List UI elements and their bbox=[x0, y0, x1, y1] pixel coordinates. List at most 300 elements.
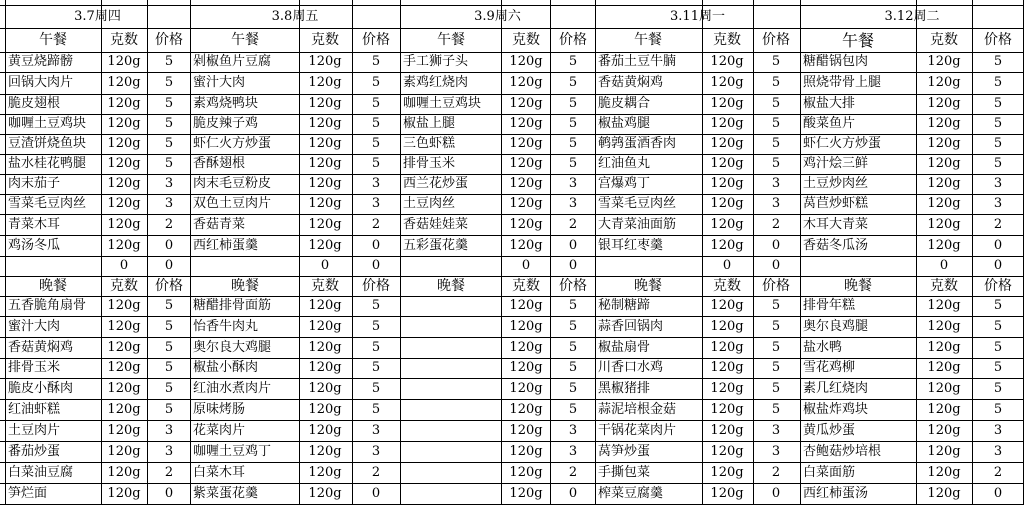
dish-name: 奥尔良大鸡腿 bbox=[193, 339, 272, 355]
dinner-label: 晚餐 bbox=[634, 278, 662, 294]
dish-grams: 120g bbox=[308, 464, 342, 480]
grid-row-line bbox=[0, 420, 1024, 421]
dish-grams: 120g bbox=[509, 176, 543, 191]
dish-name: 黄瓜炒蛋 bbox=[803, 422, 856, 438]
dish-grams: 120g bbox=[107, 401, 141, 417]
dish-grams: 120g bbox=[710, 380, 744, 396]
dish-grams: 120g bbox=[509, 54, 543, 69]
dish-grams: 120g bbox=[107, 443, 141, 459]
dish-name: 蒜泥培根金菇 bbox=[598, 401, 677, 417]
dish-price: 5 bbox=[993, 75, 1003, 90]
dish-name: 大青菜油面筋 bbox=[598, 216, 677, 232]
dish-price: 5 bbox=[164, 116, 174, 131]
dish-grams: 120g bbox=[927, 75, 961, 90]
dinner-label: 晚餐 bbox=[844, 278, 872, 294]
dish-name: 奥尔良鸡腿 bbox=[803, 318, 869, 334]
dish-price: 0 bbox=[371, 486, 381, 501]
dish-price: 0 bbox=[164, 237, 174, 253]
dish-name: 白菜油豆腐 bbox=[8, 464, 74, 480]
dish-price: 5 bbox=[568, 156, 578, 171]
dish-grams: 120g bbox=[927, 380, 961, 396]
dish-grams: 120g bbox=[710, 486, 744, 501]
price-label: 价格 bbox=[762, 278, 790, 294]
dish-name: 木耳大青菜 bbox=[803, 216, 869, 232]
dish-name: 土豆肉丝 bbox=[403, 196, 456, 211]
dish-price: 5 bbox=[164, 401, 174, 417]
grams-label: 克数 bbox=[311, 278, 339, 294]
dish-grams: 120g bbox=[107, 464, 141, 480]
dish-grams: 120g bbox=[710, 54, 744, 69]
dish-name: 蜜汁大肉 bbox=[8, 318, 61, 334]
dish-name: 川香口水鸡 bbox=[598, 360, 664, 375]
dish-name: 西红柿蛋汤 bbox=[803, 486, 869, 501]
dish-price: 5 bbox=[993, 54, 1003, 69]
dish-name: 手撕包菜 bbox=[598, 464, 651, 480]
dish-name: 土豆肉片 bbox=[8, 422, 61, 438]
dish-grams: 120g bbox=[308, 298, 342, 313]
dish-grams: 120g bbox=[308, 443, 342, 459]
dish-name: 鸡汁烩三鲜 bbox=[803, 156, 869, 171]
dish-grams: 120g bbox=[710, 216, 744, 232]
dish-price: 3 bbox=[993, 196, 1003, 211]
dish-grams: 120g bbox=[710, 360, 744, 375]
dish-price: 5 bbox=[568, 136, 578, 151]
dish-grams: 120g bbox=[308, 216, 342, 232]
dish-price: 5 bbox=[568, 75, 578, 90]
grid-row-line bbox=[0, 256, 1024, 257]
price-label: 价格 bbox=[362, 32, 390, 48]
dish-name: 香菇青菜 bbox=[193, 216, 246, 232]
dish-price: 5 bbox=[371, 116, 381, 131]
dish-name: 椒盐鸡腿 bbox=[598, 116, 651, 131]
dish-grams: 120g bbox=[927, 136, 961, 151]
dish-price: 2 bbox=[771, 464, 781, 480]
dish-name: 椒盐炸鸡块 bbox=[803, 401, 869, 417]
dish-price: 5 bbox=[771, 54, 781, 69]
dish-grams: 120g bbox=[509, 136, 543, 151]
dish-price: 5 bbox=[568, 116, 578, 131]
dish-price: 0 bbox=[371, 258, 381, 273]
dish-price: 0 bbox=[771, 486, 781, 501]
dish-grams: 120g bbox=[927, 464, 961, 480]
dish-name: 鹌鹑蛋酒香肉 bbox=[598, 136, 677, 151]
grid-col-line bbox=[5, 0, 6, 505]
dish-name: 蜜汁大肉 bbox=[193, 75, 246, 90]
dish-price: 5 bbox=[164, 75, 174, 90]
day-header: 3.9周六 bbox=[474, 8, 521, 24]
dinner-label: 晚餐 bbox=[231, 278, 259, 294]
dish-grams: 120g bbox=[509, 75, 543, 90]
dish-grams: 120g bbox=[927, 216, 961, 232]
dish-name: 莴苣炒虾糕 bbox=[803, 196, 869, 211]
dish-grams: 120g bbox=[509, 401, 543, 417]
dish-name: 素鸡红烧肉 bbox=[403, 75, 469, 90]
grid-col-line bbox=[299, 0, 300, 505]
dish-grams: 120g bbox=[308, 196, 342, 211]
dish-name: 红油水煮肉片 bbox=[193, 380, 272, 396]
dish-price: 0 bbox=[771, 237, 781, 253]
grid-row-line bbox=[0, 134, 1024, 135]
grid-col-line bbox=[595, 0, 596, 505]
dish-grams: 120g bbox=[107, 116, 141, 131]
dish-price: 5 bbox=[993, 136, 1003, 151]
dish-price: 2 bbox=[568, 464, 578, 480]
price-label: 价格 bbox=[155, 32, 183, 48]
dish-price: 3 bbox=[164, 176, 174, 191]
dish-name: 豆渣饼烧鱼块 bbox=[8, 136, 87, 151]
dish-grams: 120g bbox=[710, 176, 744, 191]
grid-col-line bbox=[501, 0, 502, 505]
dish-price: 3 bbox=[993, 443, 1003, 459]
dish-grams: 120g bbox=[107, 196, 141, 211]
dish-name: 照烧带骨上腿 bbox=[803, 75, 882, 90]
dinner-label: 晚餐 bbox=[437, 278, 465, 294]
dish-name: 香菇娃娃菜 bbox=[403, 216, 469, 232]
dish-price: 0 bbox=[568, 237, 578, 253]
dish-name: 肉末毛豆粉皮 bbox=[193, 176, 272, 191]
dish-name: 原味烤肠 bbox=[193, 401, 246, 417]
dish-grams: 120g bbox=[107, 318, 141, 334]
dish-price: 3 bbox=[164, 196, 174, 211]
dish-price: 0 bbox=[771, 258, 781, 273]
dish-grams: 120g bbox=[509, 422, 543, 438]
dish-price: 5 bbox=[771, 96, 781, 111]
dish-name: 回锅大肉片 bbox=[8, 75, 74, 90]
dish-price: 5 bbox=[771, 136, 781, 151]
dish-price: 5 bbox=[771, 298, 781, 313]
dish-name: 银耳红枣羹 bbox=[598, 237, 664, 253]
dish-grams: 120g bbox=[107, 75, 141, 90]
dish-grams: 120g bbox=[308, 75, 342, 90]
dish-grams: 120g bbox=[710, 443, 744, 459]
dish-name: 酸菜鱼片 bbox=[803, 116, 856, 131]
dish-name: 番茄炒蛋 bbox=[8, 443, 61, 459]
grid-row-line bbox=[0, 483, 1024, 484]
dish-name: 脆皮耦合 bbox=[598, 96, 651, 111]
dish-price: 5 bbox=[164, 156, 174, 171]
dish-grams: 120g bbox=[308, 156, 342, 171]
dish-price: 3 bbox=[371, 176, 381, 191]
grid-row-line bbox=[0, 462, 1024, 463]
dish-grams: 120g bbox=[308, 339, 342, 355]
dish-price: 5 bbox=[371, 380, 381, 396]
dish-price: 5 bbox=[568, 54, 578, 69]
dish-name: 五彩蛋花羹 bbox=[403, 237, 469, 253]
price-label: 价格 bbox=[559, 278, 587, 294]
dish-grams: 120g bbox=[509, 380, 543, 396]
grid-row-line bbox=[0, 441, 1024, 442]
day-header: 3.11周一 bbox=[670, 8, 725, 24]
dish-grams: 120g bbox=[509, 464, 543, 480]
dish-grams: 120g bbox=[927, 237, 961, 253]
dish-name: 盐水桂花鸭腿 bbox=[8, 156, 87, 171]
dish-grams: 120g bbox=[107, 360, 141, 375]
dish-grams: 0 bbox=[320, 258, 330, 273]
dish-name: 剁椒鱼片豆腐 bbox=[193, 54, 272, 69]
dish-price: 2 bbox=[568, 216, 578, 232]
grams-label: 克数 bbox=[311, 32, 339, 48]
grid-row-line bbox=[0, 276, 1024, 277]
dish-price: 5 bbox=[371, 401, 381, 417]
grams-label: 克数 bbox=[512, 32, 540, 48]
dish-name: 鸡汤冬瓜 bbox=[8, 237, 61, 253]
lunch-label: 午餐 bbox=[437, 32, 465, 48]
dish-price: 5 bbox=[371, 136, 381, 151]
dish-price: 5 bbox=[568, 318, 578, 334]
dish-name: 椒盐大排 bbox=[803, 96, 856, 111]
dish-grams: 120g bbox=[710, 339, 744, 355]
dish-price: 0 bbox=[371, 237, 381, 253]
dish-price: 2 bbox=[993, 464, 1003, 480]
day-header: 3.7周四 bbox=[74, 8, 121, 24]
grid-col-line bbox=[190, 0, 191, 505]
dish-name: 西红柿蛋羹 bbox=[193, 237, 259, 253]
dish-grams: 120g bbox=[710, 136, 744, 151]
dish-name: 椒盐上腿 bbox=[403, 116, 456, 131]
dish-grams: 120g bbox=[509, 116, 543, 131]
dish-price: 5 bbox=[164, 96, 174, 111]
dish-name: 白菜木耳 bbox=[193, 464, 246, 480]
dish-grams: 120g bbox=[509, 96, 543, 111]
dish-price: 3 bbox=[993, 176, 1003, 191]
dish-grams: 120g bbox=[927, 360, 961, 375]
dish-name: 盐水鸭 bbox=[803, 339, 843, 355]
dish-name: 素鸡烧鸭块 bbox=[193, 96, 259, 111]
dish-name: 秘制糖蹄 bbox=[598, 298, 651, 313]
lunch-label: 午餐 bbox=[841, 31, 875, 50]
dish-grams: 120g bbox=[107, 156, 141, 171]
grid-col-line bbox=[916, 0, 917, 505]
dish-grams: 120g bbox=[509, 360, 543, 375]
dish-grams: 120g bbox=[927, 156, 961, 171]
dish-grams: 120g bbox=[509, 443, 543, 459]
dish-price: 3 bbox=[371, 196, 381, 211]
dish-price: 5 bbox=[993, 318, 1003, 334]
dish-price: 3 bbox=[371, 443, 381, 459]
dish-grams: 120g bbox=[308, 54, 342, 69]
dish-grams: 120g bbox=[308, 422, 342, 438]
dish-grams: 120g bbox=[927, 196, 961, 211]
dish-grams: 120g bbox=[107, 422, 141, 438]
dish-price: 5 bbox=[568, 96, 578, 111]
dish-name: 双色土豆肉片 bbox=[193, 196, 272, 211]
dinner-label: 晚餐 bbox=[39, 278, 67, 294]
grid-row-line bbox=[0, 235, 1024, 236]
dish-price: 5 bbox=[993, 96, 1003, 111]
grid-col-line bbox=[352, 0, 353, 505]
grid-col-line bbox=[800, 0, 801, 505]
dish-name: 怡香牛肉丸 bbox=[193, 318, 259, 334]
grams-label: 克数 bbox=[713, 32, 741, 48]
dish-grams: 120g bbox=[509, 339, 543, 355]
dish-grams: 0 bbox=[939, 258, 949, 273]
dish-price: 0 bbox=[164, 486, 174, 501]
dish-price: 2 bbox=[164, 216, 174, 232]
dish-price: 3 bbox=[371, 422, 381, 438]
dish-name: 排骨年糕 bbox=[803, 298, 856, 313]
dish-grams: 120g bbox=[927, 422, 961, 438]
dish-name: 脆皮翅根 bbox=[8, 96, 61, 111]
grid-col-line bbox=[702, 0, 703, 505]
dish-name: 雪菜毛豆肉丝 bbox=[598, 196, 677, 211]
dish-price: 0 bbox=[993, 237, 1003, 253]
dish-grams: 120g bbox=[308, 486, 342, 501]
dish-grams: 120g bbox=[927, 176, 961, 191]
grid-col-line bbox=[147, 0, 148, 505]
dish-price: 5 bbox=[771, 339, 781, 355]
dish-grams: 120g bbox=[710, 156, 744, 171]
dish-grams: 120g bbox=[710, 422, 744, 438]
dish-price: 5 bbox=[371, 75, 381, 90]
dish-name: 肉末茄子 bbox=[8, 176, 61, 191]
dish-name: 番茄土豆牛腩 bbox=[598, 54, 677, 69]
grid-row-line bbox=[0, 296, 1024, 297]
dish-price: 5 bbox=[164, 318, 174, 334]
dish-grams: 120g bbox=[107, 136, 141, 151]
price-label: 价格 bbox=[762, 32, 790, 48]
dish-grams: 120g bbox=[710, 116, 744, 131]
dish-price: 5 bbox=[771, 380, 781, 396]
grams-label: 克数 bbox=[713, 278, 741, 294]
dish-grams: 120g bbox=[308, 380, 342, 396]
grid-row-line bbox=[0, 28, 1024, 29]
dish-price: 5 bbox=[164, 360, 174, 375]
dish-grams: 120g bbox=[308, 360, 342, 375]
dish-name: 虾仁火方炒蛋 bbox=[803, 136, 882, 151]
day-header: 3.12周二 bbox=[884, 8, 940, 24]
dish-name: 榨菜豆腐羹 bbox=[598, 486, 664, 501]
dish-name: 黑椒猪排 bbox=[598, 380, 651, 396]
grid-col-line bbox=[101, 0, 102, 505]
dish-grams: 120g bbox=[308, 318, 342, 334]
dish-grams: 120g bbox=[308, 176, 342, 191]
dish-price: 5 bbox=[568, 360, 578, 375]
dish-grams: 120g bbox=[107, 216, 141, 232]
dish-price: 5 bbox=[771, 75, 781, 90]
grid-col-line bbox=[550, 0, 551, 505]
dish-price: 5 bbox=[993, 339, 1003, 355]
lunch-label: 午餐 bbox=[231, 32, 259, 48]
dish-name: 黄豆烧蹄髈 bbox=[8, 54, 74, 69]
dish-name: 咖喱土豆鸡块 bbox=[403, 96, 482, 111]
dish-name: 红油鱼丸 bbox=[598, 156, 651, 171]
dish-grams: 120g bbox=[710, 401, 744, 417]
dish-name: 雪花鸡柳 bbox=[803, 360, 856, 375]
grams-label: 克数 bbox=[512, 278, 540, 294]
dish-price: 2 bbox=[993, 216, 1003, 232]
dish-price: 2 bbox=[371, 216, 381, 232]
dish-name: 糖醋锅包肉 bbox=[803, 54, 869, 69]
dish-grams: 120g bbox=[308, 401, 342, 417]
grid-row-line bbox=[0, 114, 1024, 115]
dish-price: 3 bbox=[771, 422, 781, 438]
dish-grams: 120g bbox=[927, 401, 961, 417]
dish-name: 蒜香回锅肉 bbox=[598, 318, 664, 334]
dish-price: 0 bbox=[993, 258, 1003, 273]
dish-name: 笋烂面 bbox=[8, 486, 48, 501]
dish-name: 青菜木耳 bbox=[8, 216, 61, 232]
dish-price: 3 bbox=[993, 422, 1003, 438]
grams-label: 克数 bbox=[110, 278, 138, 294]
grid-row-line bbox=[0, 358, 1024, 359]
grid-row-line bbox=[0, 378, 1024, 379]
dish-price: 5 bbox=[371, 318, 381, 334]
dish-price: 2 bbox=[371, 464, 381, 480]
grid-row-line bbox=[0, 5, 1024, 6]
dish-price: 5 bbox=[164, 380, 174, 396]
dish-price: 5 bbox=[568, 339, 578, 355]
dish-price: 3 bbox=[771, 176, 781, 191]
price-label: 价格 bbox=[155, 278, 183, 294]
grid-row-line bbox=[0, 94, 1024, 95]
dish-price: 5 bbox=[993, 401, 1003, 417]
dish-price: 5 bbox=[993, 298, 1003, 313]
grid-col-line bbox=[753, 0, 754, 505]
lunch-label: 午餐 bbox=[39, 32, 67, 48]
dish-grams: 120g bbox=[927, 96, 961, 111]
dish-grams: 0 bbox=[521, 258, 531, 273]
grid-row-line bbox=[0, 174, 1024, 175]
dish-grams: 120g bbox=[308, 96, 342, 111]
dish-price: 5 bbox=[993, 116, 1003, 131]
day-header: 3.8周五 bbox=[271, 8, 319, 24]
dish-name: 虾仁火方炒蛋 bbox=[193, 136, 272, 151]
dish-grams: 120g bbox=[927, 318, 961, 334]
dish-price: 5 bbox=[371, 298, 381, 313]
dish-price: 5 bbox=[568, 401, 578, 417]
dish-grams: 120g bbox=[509, 486, 543, 501]
dish-grams: 120g bbox=[107, 237, 141, 253]
dish-grams: 120g bbox=[107, 298, 141, 313]
dish-price: 5 bbox=[164, 298, 174, 313]
dish-price: 0 bbox=[164, 258, 174, 273]
grams-label: 克数 bbox=[930, 278, 958, 294]
dish-price: 5 bbox=[164, 54, 174, 69]
grid-row-line bbox=[0, 52, 1024, 53]
grid-col-line bbox=[972, 0, 973, 505]
grid-row-line bbox=[0, 316, 1024, 317]
dish-price: 3 bbox=[164, 422, 174, 438]
price-label: 价格 bbox=[984, 278, 1012, 294]
dish-price: 5 bbox=[771, 156, 781, 171]
grid-row-line bbox=[0, 214, 1024, 215]
dish-name: 干锅花菜肉片 bbox=[598, 422, 677, 438]
dish-price: 3 bbox=[568, 422, 578, 438]
dish-price: 5 bbox=[371, 339, 381, 355]
dish-grams: 120g bbox=[509, 196, 543, 211]
grid-row-line bbox=[0, 194, 1024, 195]
dish-grams: 120g bbox=[509, 156, 543, 171]
dish-name: 紫菜蛋花羹 bbox=[193, 486, 259, 501]
dish-grams: 120g bbox=[710, 237, 744, 253]
dish-grams: 120g bbox=[509, 298, 543, 313]
grid-row-line bbox=[0, 399, 1024, 400]
dish-price: 5 bbox=[371, 360, 381, 375]
grid-row-line bbox=[0, 72, 1024, 73]
dish-price: 3 bbox=[568, 443, 578, 459]
dish-grams: 0 bbox=[722, 258, 732, 273]
dish-grams: 120g bbox=[927, 298, 961, 313]
dish-grams: 120g bbox=[107, 96, 141, 111]
grams-label: 克数 bbox=[930, 32, 958, 48]
dish-price: 2 bbox=[164, 464, 174, 480]
dish-name: 西兰花炒蛋 bbox=[403, 176, 469, 191]
dish-grams: 120g bbox=[927, 443, 961, 459]
dish-name: 五香脆角扇骨 bbox=[8, 298, 87, 313]
dish-price: 5 bbox=[771, 360, 781, 375]
dish-name: 红油虾糕 bbox=[8, 401, 61, 417]
dish-price: 3 bbox=[771, 196, 781, 211]
